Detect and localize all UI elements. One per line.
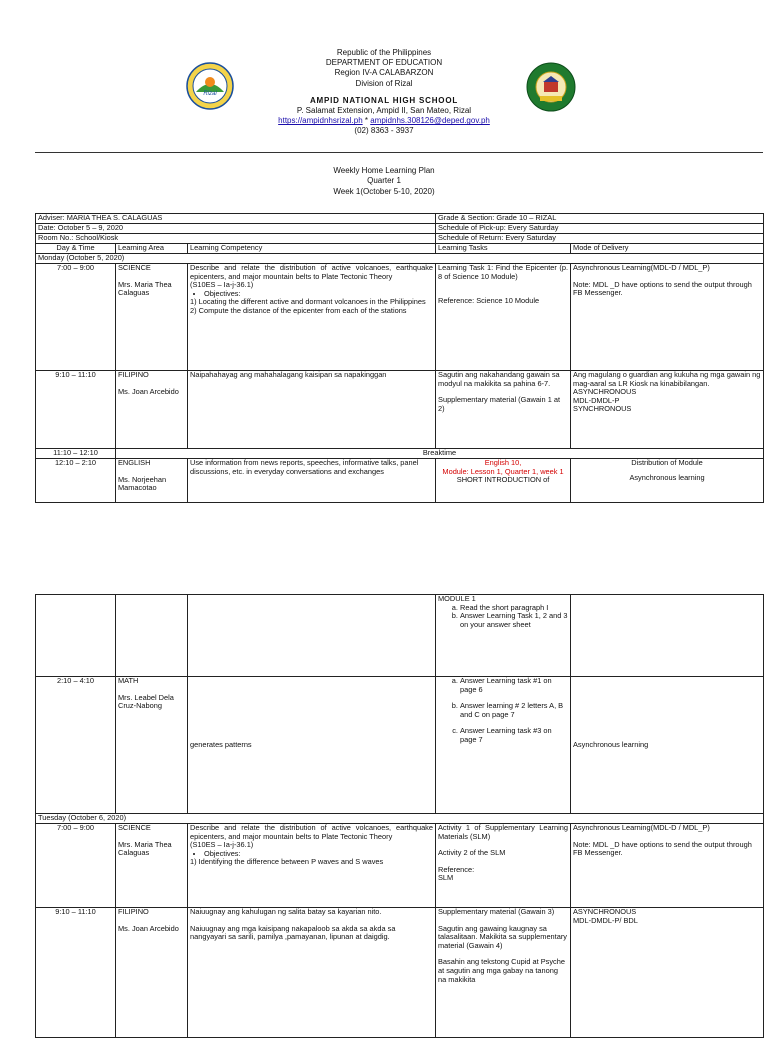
time-cell: 2:10 – 4:10 — [36, 677, 116, 814]
mode-cell — [571, 264, 764, 371]
table-row — [36, 595, 764, 677]
info-row — [36, 234, 764, 244]
table-row — [36, 264, 764, 371]
svg-text:Rizal: Rizal — [203, 91, 217, 97]
subject-name: FILIPINO — [118, 907, 149, 916]
email-link[interactable]: ampidnhs.308126@deped.gov.ph — [370, 116, 490, 126]
mode-text: Asynchronous learning — [629, 472, 705, 482]
plan-title-line1: Weekly Home Learning Plan — [333, 166, 435, 175]
task-item: Activity 2 of the SLM — [438, 848, 506, 858]
list-item: a. Read the short paragraph I — [460, 604, 568, 613]
info-row — [36, 214, 764, 224]
task-item: MODULE 1 — [438, 594, 476, 603]
task-item: Sagutin ang nakahandang gawain sa modyul na makikita sa pahina 6-7. — [438, 370, 560, 388]
competency-text: Use information from news reports, speeches, informative talks, panel discussions, etc. in everyday conversations and exchanges — [190, 458, 419, 476]
mode-text: SYNCHRONOUS — [573, 404, 632, 414]
time-cell: 11:10 – 12:10 — [36, 449, 116, 459]
competency-text: Naipahahayag ang mahahalagang kaisipan sa napakinggan — [190, 370, 387, 379]
competency-text: generates patterns — [190, 739, 252, 749]
learning-area-cell — [116, 595, 188, 677]
task-red-text: Module: Lesson 1, Quarter 1, week 1 — [442, 466, 564, 476]
objectives-label: • Objectives: — [204, 290, 433, 299]
school-header — [0, 48, 768, 137]
subject-name: FILIPINO — [118, 370, 149, 379]
learning-area-cell — [116, 677, 188, 814]
learning-plan-table-part1 — [35, 213, 764, 503]
competency-text: Naiuugnay ang mga kaisipang nakapaloob sa akda sa akda sa nangyayari sa sarili, pamilya ,pamayanan, lipunan at daigdig. — [190, 923, 396, 942]
teacher-name: Mrs. Maria Thea Calaguas — [118, 839, 172, 858]
teacher-name: Ms. Joan Arcebido — [118, 923, 179, 933]
learning-area-cell — [116, 824, 188, 908]
learning-area-cell — [116, 908, 188, 1038]
mode-text: MDL-DMDL-P — [573, 395, 620, 405]
teacher-name: Mrs. Maria Thea Calaguas — [118, 279, 172, 298]
tasks-cell — [436, 459, 571, 503]
time-cell: 9:10 – 11:10 — [36, 908, 116, 1038]
school-phone: (02) 8363 - 3937 — [354, 126, 414, 136]
tasks-cell — [436, 824, 571, 908]
task-red-text: English 10, — [484, 458, 522, 467]
pickup-cell: Schedule of Pick-up: Every Saturday — [436, 224, 764, 234]
list-item: b. Answer Learning Task 1, 2 and 3 on your answer sheet — [460, 612, 568, 629]
task-item: Reference: — [438, 864, 475, 874]
learning-area-cell — [116, 459, 188, 503]
mode-cell — [571, 459, 764, 503]
plan-title-quarter: Quarter 1 — [367, 176, 401, 186]
mode-text: Asynchronous Learning(MDL-D / MDL_P) — [573, 263, 710, 272]
breaktime-label: Breaktime — [116, 449, 764, 459]
header-line-region: Region IV-A CALABARZON — [334, 68, 434, 78]
list-item: c. Answer Learning task #3 on page 7 — [460, 727, 568, 744]
time-cell: 7:00 – 9:00 — [36, 824, 116, 908]
col-header-learning-area: Learning Area — [116, 244, 188, 254]
subject-name: MATH — [118, 676, 139, 685]
table-row — [36, 677, 764, 814]
competency-cell — [188, 908, 436, 1038]
school-address: P. Salamat Extension, Ampid II, San Mateo, Rizal — [296, 106, 472, 116]
mode-text: ASYNCHRONOUS — [573, 907, 637, 916]
learning-plan-table-part2 — [35, 594, 764, 1038]
competency-cell — [188, 677, 436, 814]
table-row — [36, 459, 764, 503]
objective-item: 2) Compute the distance of the epicenter from each of the stations — [190, 305, 407, 315]
mode-text: ASYNCHRONOUS — [573, 387, 637, 397]
list-item: a. Answer Learning task #1 on page 6 — [460, 677, 568, 694]
competency-code: (S10ES – Ia-j-36.1) — [190, 280, 254, 290]
time-cell: 7:00 – 9:00 — [36, 264, 116, 371]
website-link[interactable]: https://ampidnhsrizal.ph — [278, 116, 363, 126]
learning-area-cell — [116, 264, 188, 371]
competency-text: Describe and relate the distribution of active volcanoes, earthquake epicenters, and major mountain belts to Plate Tectonic Theory — [190, 263, 434, 281]
day-label-monday: Monday (October 5, 2020) — [36, 254, 764, 264]
list-item: b. Answer learning # 2 letters A, B and C on page 7 — [460, 702, 568, 719]
competency-text: Naiuugnay ang kahulugan ng salita batay sa kayarian nito. — [190, 907, 382, 916]
task-item: Sagutin ang gawaing kaugnay sa talasalitaan. Makikita sa supplementary material (Gawain 4) — [438, 923, 567, 950]
task-item: Supplementary material (Gawain 1 at 2) — [438, 395, 561, 413]
day-row-tuesday — [36, 814, 764, 824]
tasks-cell — [436, 264, 571, 371]
column-header-row — [36, 244, 764, 254]
task-item: Basahin ang tekstong Cupid at Psyche at sagutin ang mga gabay na tanong na makikita — [438, 957, 565, 984]
header-line-republic: Republic of the Philippines — [336, 48, 432, 57]
mode-note: Note: MDL _D have options to send the output through FB Messenger. — [573, 279, 752, 298]
subject-name: SCIENCE — [118, 823, 151, 832]
mode-cell — [571, 677, 764, 814]
plan-title — [0, 166, 768, 197]
day-label-tuesday: Tuesday (October 6, 2020) — [36, 814, 764, 824]
table-row — [36, 371, 764, 449]
mode-text: Asynchronous learning — [573, 739, 649, 749]
task-reference: Reference: Science 10 Module — [438, 296, 540, 306]
mode-cell — [571, 595, 764, 677]
link-separator: * — [362, 116, 371, 126]
adviser-cell: Adviser: MARIA THEA S. CALAGUAS — [36, 214, 436, 224]
time-cell: 12:10 – 2:10 — [36, 459, 116, 503]
col-header-day-time: Day & Time — [36, 244, 116, 254]
breaktime-row — [36, 449, 764, 459]
tasks-cell — [436, 371, 571, 449]
objectives-label: • Objectives: — [204, 850, 433, 859]
contact-links-line — [0, 116, 768, 126]
subject-name: ENGLISH — [118, 458, 151, 467]
room-cell: Room No.: School/Kiosk — [36, 234, 436, 244]
plan-title-week: Week 1(October 5-10, 2020) — [333, 186, 435, 196]
competency-cell — [188, 371, 436, 449]
objective-item: 1) Locating the different active and dormant volcanoes in the Philippines — [190, 297, 426, 307]
header-divider — [35, 152, 763, 153]
return-cell: Schedule of Return: Every Saturday — [436, 234, 764, 244]
task-item: Supplementary material (Gawain 3) — [438, 907, 555, 916]
col-header-learning-competency: Learning Competency — [188, 244, 436, 254]
mode-cell — [571, 908, 764, 1038]
competency-cell — [188, 459, 436, 503]
mode-note: Note: MDL _D have options to send the output through FB Messenger. — [573, 839, 752, 858]
task-item: Learning Task 1: Find the Epicenter (p. 8 of Science 10 Module) — [438, 263, 569, 281]
grade-section-cell: Grade & Section: Grade 10 – RIZAL — [436, 214, 764, 224]
teacher-name: Ms. Norjeehan Mamacotao — [118, 474, 167, 493]
time-cell: 9:10 – 11:10 — [36, 371, 116, 449]
teacher-name: Ms. Joan Arcebido — [118, 386, 179, 396]
tasks-cell — [436, 677, 571, 814]
learning-area-cell — [116, 371, 188, 449]
mode-cell — [571, 371, 764, 449]
task-item: SHORT INTRODUCTION of — [456, 475, 550, 485]
table-row — [36, 824, 764, 908]
mode-text: MDL-DMDL-P/ BDL — [573, 915, 638, 925]
task-item: SLM — [438, 873, 454, 883]
tasks-cell — [436, 908, 571, 1038]
mode-text: Distribution of Module — [631, 458, 703, 467]
day-row-monday — [36, 254, 764, 264]
date-cell: Date: October 5 – 9, 2020 — [36, 224, 436, 234]
table-row — [36, 908, 764, 1038]
tasks-cell — [436, 595, 571, 677]
col-header-mode-of-delivery: Mode of Delivery — [571, 244, 764, 254]
subject-name: SCIENCE — [118, 263, 151, 272]
mode-cell — [571, 824, 764, 908]
teacher-name: Mrs. Leabel Dela Cruz-Nabong — [118, 692, 174, 711]
school-name: AMPID NATIONAL HIGH SCHOOL — [309, 95, 459, 105]
objective-item: 1) Identifying the difference between P waves and S waves — [190, 857, 384, 867]
header-line-deped: DEPARTMENT OF EDUCATION — [325, 58, 443, 68]
mode-text: Ang magulang o guardian ang kukuha ng mga gawain ng mag-aaral sa LR Kiosk na kinabibilangan. — [573, 370, 761, 388]
time-cell — [36, 595, 116, 677]
col-header-learning-tasks: Learning Tasks — [436, 244, 571, 254]
competency-text: Describe and relate the distribution of active volcanoes, earthquake epicenters, and major mountain belts to Plate Tectonic Theory — [190, 823, 433, 841]
competency-cell — [188, 595, 436, 677]
header-line-division: Division of Rizal — [355, 78, 413, 88]
competency-cell — [188, 824, 436, 908]
competency-code: (S10ES – Ia-j-36.1) — [190, 840, 254, 850]
competency-cell — [188, 264, 436, 371]
task-item: Activity 1 of Supplementary Learning Materials (SLM) — [438, 823, 568, 841]
info-row — [36, 224, 764, 234]
mode-text: Asynchronous Learning(MDL-D / MDL_P) — [573, 823, 710, 832]
